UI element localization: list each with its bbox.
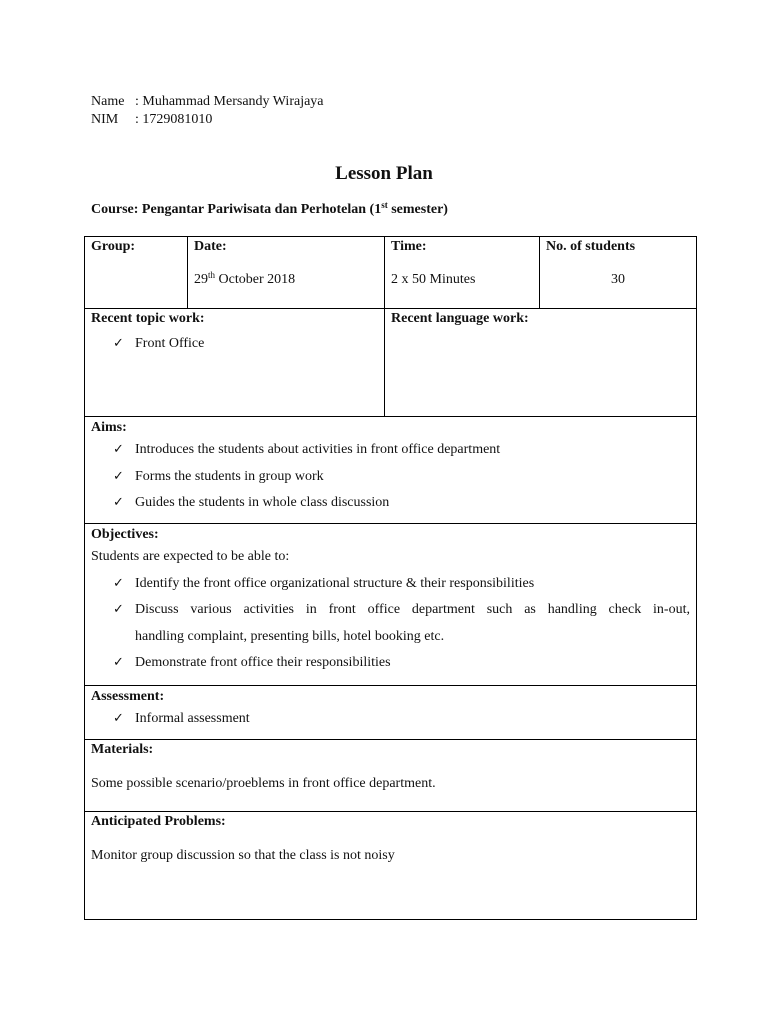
list-item-text: Demonstrate front office their responsibilities — [135, 655, 391, 670]
list-item-text: Discuss various activities in front office department such as handling check in-out, — [135, 602, 690, 617]
students-label: No. of students — [546, 239, 636, 254]
check-icon: ✓ — [113, 495, 124, 510]
check-icon: ✓ — [113, 468, 124, 484]
list-item-text: Forms the students in group work — [135, 468, 324, 484]
list-item-text: Guides the students in whole class discussion — [135, 495, 390, 510]
name-label: Name — [91, 94, 125, 109]
problems-row — [85, 812, 697, 920]
recent-row — [85, 309, 697, 417]
course-sup: st — [381, 200, 388, 210]
time-value: 2 x 50 Minutes — [391, 272, 476, 287]
date-sup: th — [208, 270, 216, 280]
info-row — [85, 237, 697, 309]
date-day: 29 — [194, 272, 208, 287]
check-icon: ✓ — [113, 655, 124, 670]
list-item-text: Front Office — [135, 336, 205, 351]
assessment-cell — [85, 686, 697, 740]
check-icon: ✓ — [113, 711, 124, 726]
recent-topic-cell — [85, 309, 385, 417]
nim-value: : 1729081010 — [135, 112, 213, 127]
problems-text: Monitor group discussion so that the class is not noisy — [91, 848, 395, 863]
time-label: Time: — [391, 239, 427, 254]
group-cell — [85, 237, 188, 309]
list-item — [113, 336, 378, 352]
list-item — [113, 597, 690, 650]
list-item-text: Identify the front office organizational structure & their responsibilities — [135, 575, 535, 591]
recent-language-label: Recent language work: — [391, 311, 529, 326]
check-icon: ✓ — [113, 442, 124, 457]
students-value: 30 — [611, 272, 625, 287]
aims-cell — [85, 417, 697, 524]
objectives-label: Objectives: — [91, 527, 159, 542]
list-item — [113, 650, 690, 677]
group-label: Group: — [91, 239, 136, 254]
aims-row — [85, 417, 697, 524]
assessment-list — [91, 706, 690, 733]
date-cell — [188, 237, 385, 309]
date-rest: October 2018 — [215, 272, 296, 287]
assessment-row — [85, 686, 697, 740]
aims-list — [91, 437, 690, 517]
materials-label: Materials: — [91, 742, 154, 757]
materials-row — [85, 740, 697, 812]
materials-cell — [85, 740, 697, 812]
list-item — [113, 571, 690, 598]
aims-label: Aims: — [91, 420, 127, 435]
date-label: Date: — [194, 239, 227, 254]
lesson-plan-table — [84, 236, 697, 920]
list-item — [113, 437, 690, 464]
list-item-text: Informal assessment — [135, 711, 250, 726]
course-prefix: Course: Pengantar Pariwisata dan Perhotelan (1 — [91, 202, 382, 217]
recent-topic-label: Recent topic work: — [91, 311, 205, 326]
date-value — [194, 272, 378, 288]
recent-topic-list — [91, 336, 378, 352]
time-cell — [385, 237, 540, 309]
check-icon: ✓ — [113, 602, 124, 617]
objectives-cell — [85, 524, 697, 686]
list-item-text-continued: handling complaint, presenting bills, hotel booking etc. — [135, 628, 445, 644]
problems-cell — [85, 812, 697, 920]
list-item — [113, 706, 690, 733]
nim-line — [91, 111, 212, 129]
name-line — [91, 93, 324, 111]
list-item-text: Introduces the students about activities in front office department — [135, 442, 501, 457]
problems-label: Anticipated Problems: — [91, 814, 226, 829]
name-value: : Muhammad Mersandy Wirajaya — [135, 94, 324, 109]
nim-label: NIM — [91, 112, 119, 127]
list-item — [113, 464, 690, 491]
page-title: Lesson Plan — [335, 163, 433, 184]
assessment-label: Assessment: — [91, 689, 165, 704]
check-icon: ✓ — [113, 575, 124, 591]
course-line — [91, 202, 448, 218]
objectives-list — [91, 571, 690, 677]
course-suffix: semester) — [387, 202, 448, 217]
students-cell — [540, 237, 697, 309]
check-icon: ✓ — [113, 336, 124, 351]
objectives-intro: Students are expected to be able to: — [91, 549, 290, 564]
list-item — [113, 490, 690, 517]
objectives-row — [85, 524, 697, 686]
recent-language-cell — [385, 309, 697, 417]
materials-text: Some possible scenario/proeblems in front office department. — [91, 776, 436, 791]
